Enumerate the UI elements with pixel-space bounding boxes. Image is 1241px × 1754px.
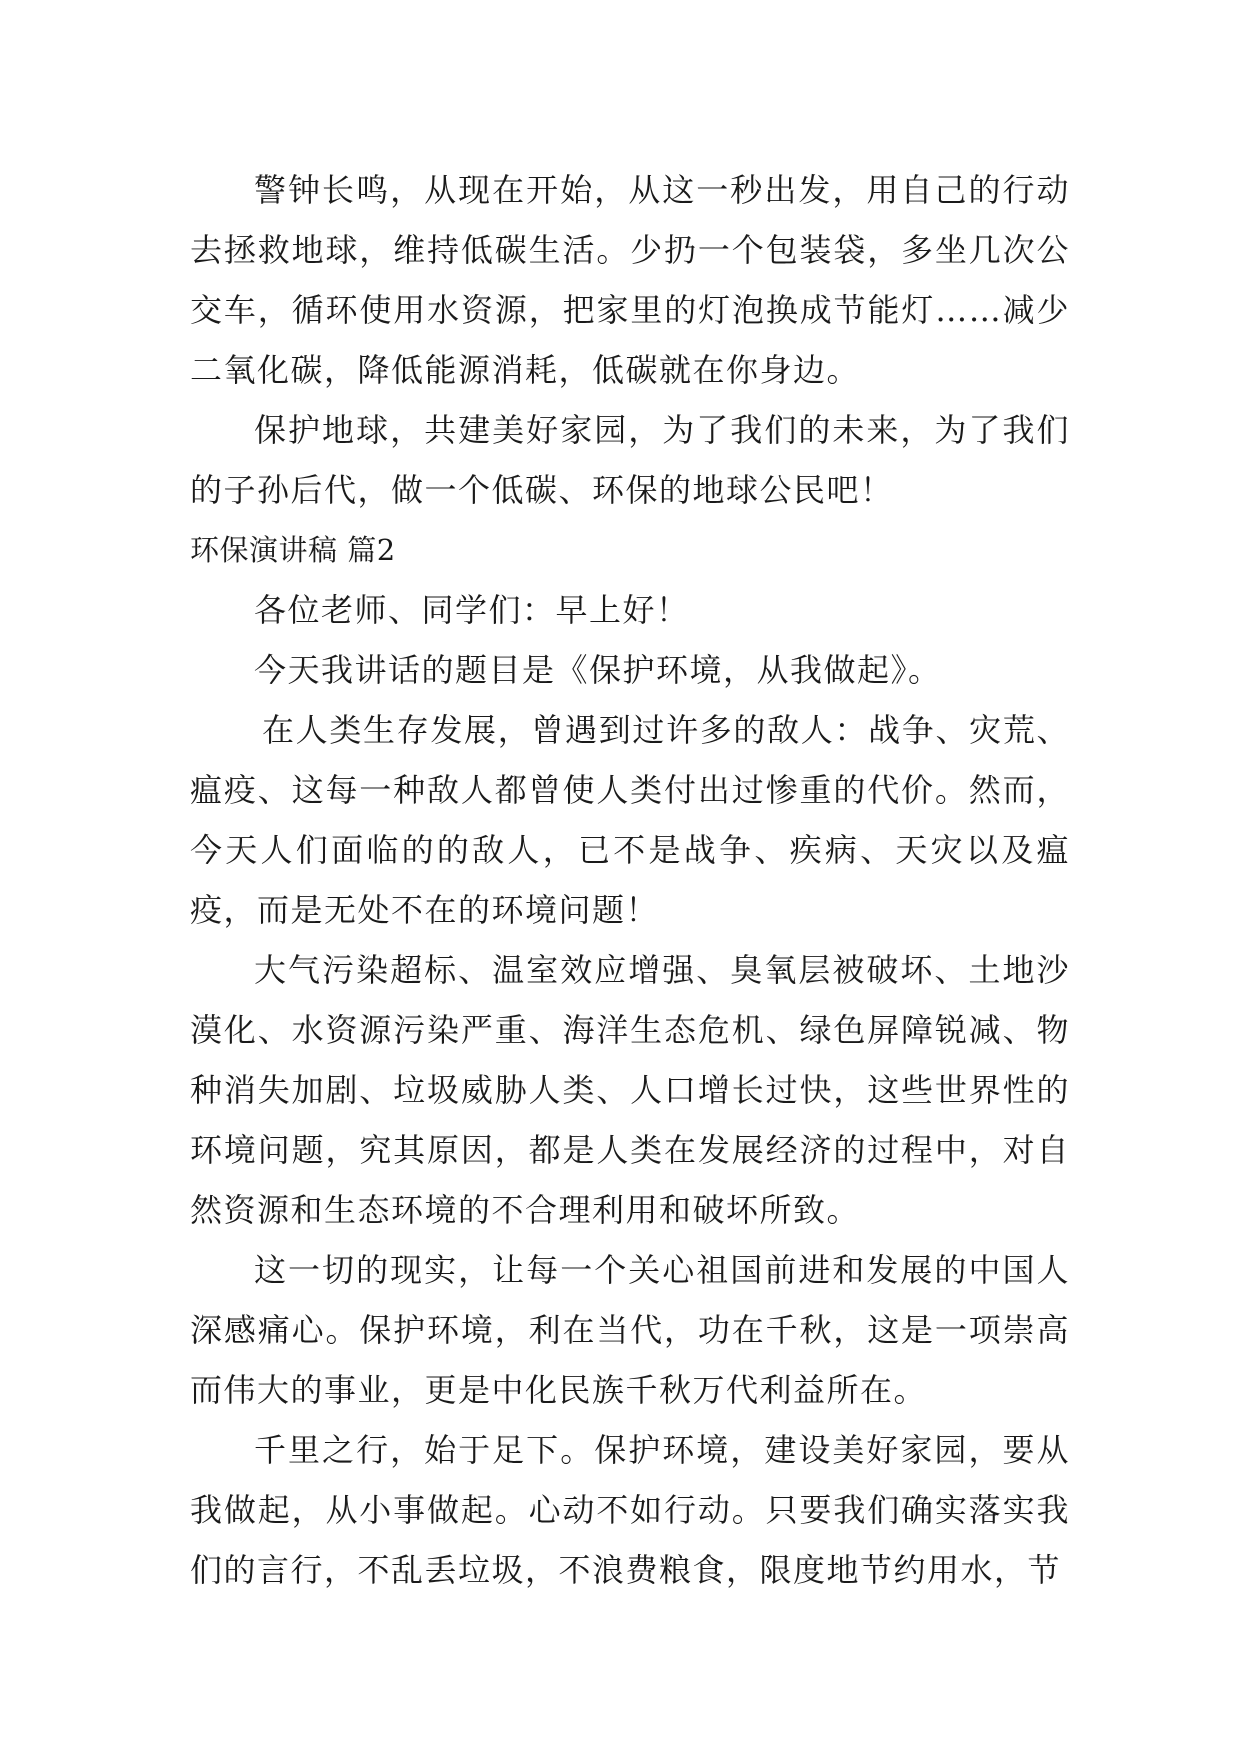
paragraph-start-from-me: 千里之行，始于足下。保护环境，建设美好家园，要从我做起，从小事做起。心动不如行动。只要我们确实落实我们的言行，不乱丢垃圾，不浪费粮食，限度地节约用水，节 (190, 1431, 1070, 1589)
document-body (190, 160, 1070, 1600)
paragraph-speech-topic: 今天我讲话的题目是《保护环境，从我做起》。 (254, 651, 942, 689)
section-heading: 环保演讲稿 篇2 (190, 533, 396, 567)
paragraph-reality: 这一切的现实，让每一个关心祖国前进和发展的中国人深感痛心。保护环境，利在当代，功在千秋，这是一项崇高而伟大的事业，更是中化民族千秋万代利益所在。 (190, 1251, 1070, 1409)
paragraph-greeting: 各位老师、同学们：早上好！ (254, 591, 690, 629)
paragraph-low-carbon-action: 警钟长鸣，从现在开始，从这一秒出发，用自己的行动去拯救地球，维持低碳生活。少扔一个包装袋，多坐几次公交车，循环使用水资源，把家里的灯泡换成节能灯……减少二氧化碳，降低能源消耗，低碳就在你身边。 (190, 171, 1070, 389)
paragraph-protect-earth: 保护地球，共建美好家园，为了我们的未来，为了我们的子孙后代，做一个低碳、环保的地球公民吧！ (190, 411, 1070, 509)
paragraph-enemies: 在人类生存发展，曾遇到过许多的敌人：战争、灾荒、瘟疫、这每一种敌人都曾使人类付出过惨重的代价。然而，今天人们面临的的敌人，已不是战争、疾病、天灾以及瘟疫，而是无处不在的环境问题！ (190, 711, 1070, 929)
paragraph-environmental-problems: 大气污染超标、温室效应增强、臭氧层被破坏、土地沙漠化、水资源污染严重、海洋生态危机、绿色屏障锐减、物种消失加剧、垃圾威胁人类、人口增长过快，这些世界性的环境问题，究其原因，都是人类在发展经济的过程中，对自然资源和生态环境的不合理利用和破坏所致。 (190, 951, 1070, 1229)
